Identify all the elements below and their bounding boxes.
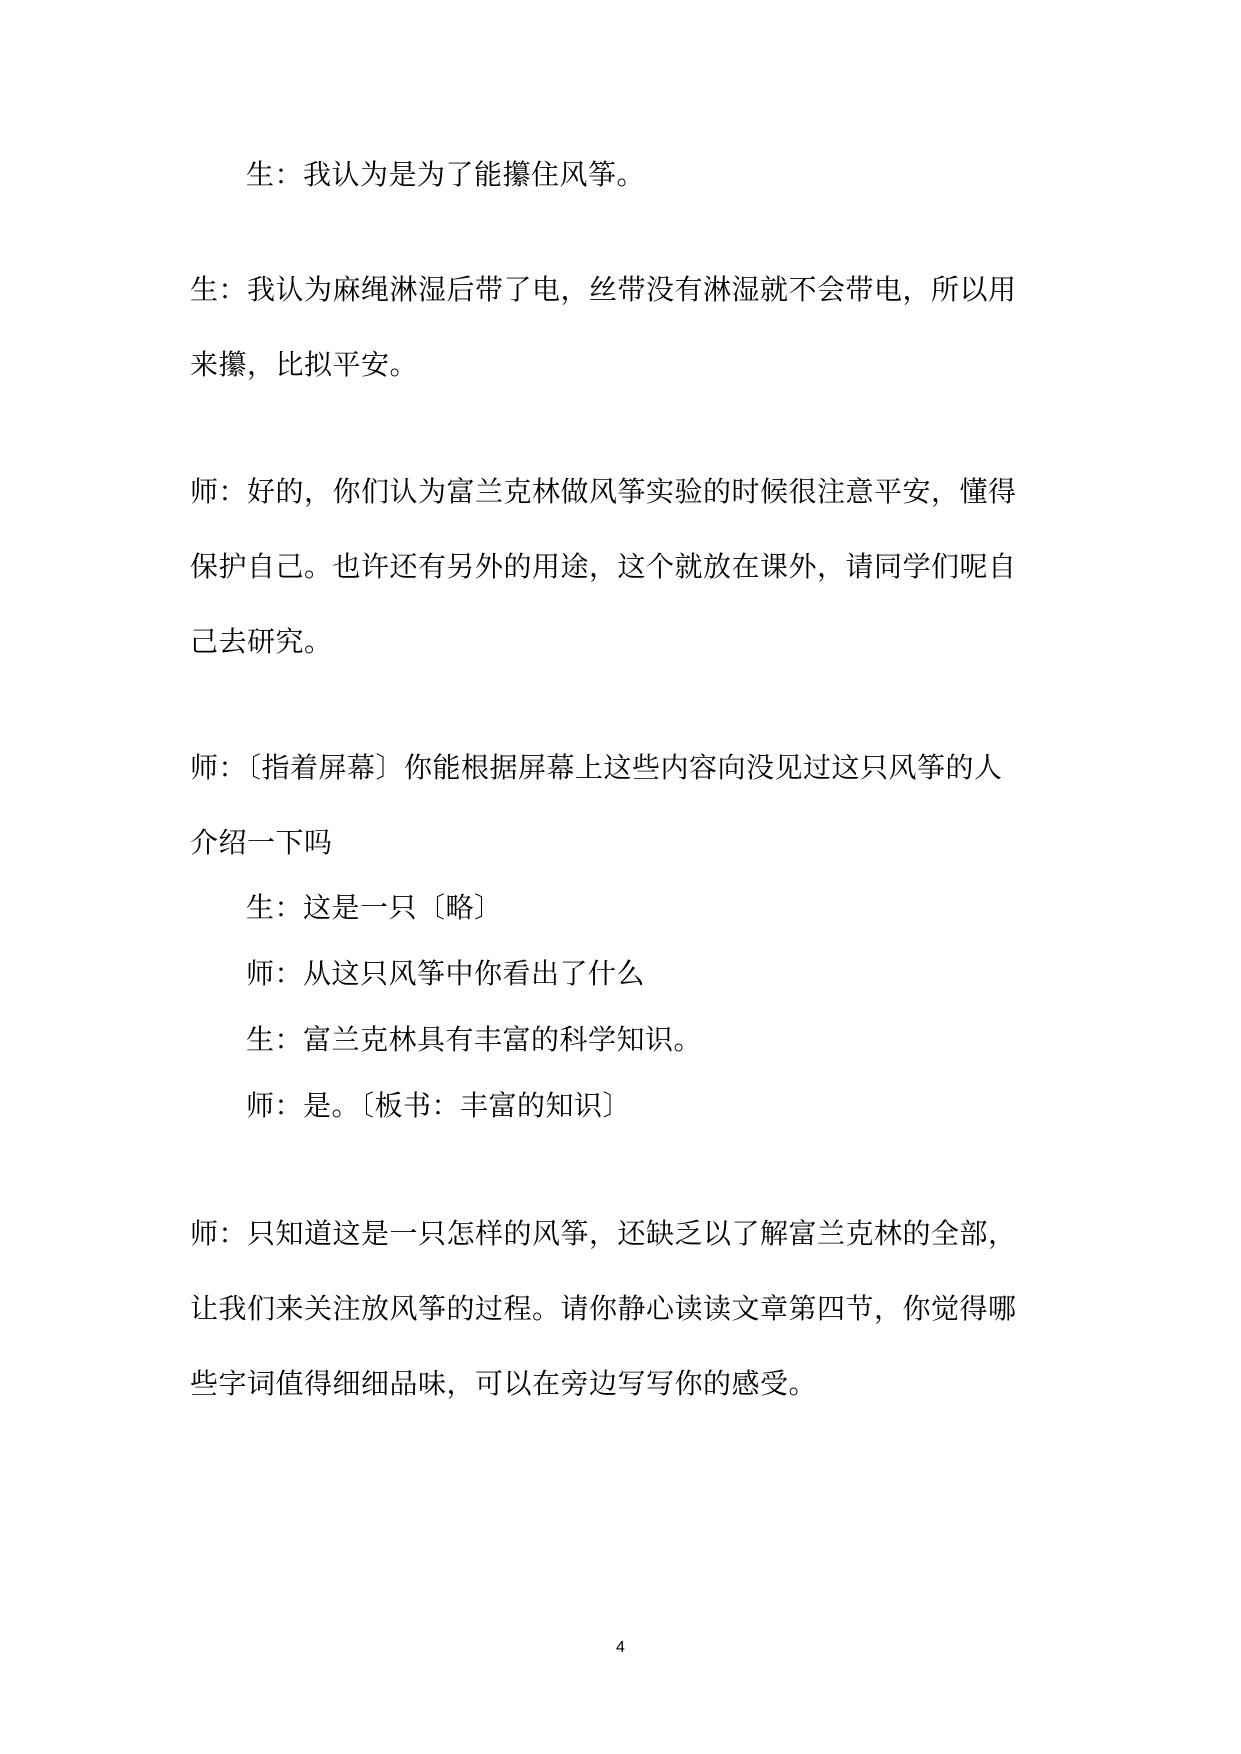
paragraph-line: 些字词值得细细品味，可以在旁边写写你的感受。 <box>190 1367 818 1400</box>
paragraph-line: 师：〔指着屏幕〕你能根据屏幕上这些内容向没见过这只风筝的人 <box>190 751 1003 784</box>
paragraph-line: 让我们来关注放风筝的过程。请你静心读读文章第四节，你觉得哪 <box>190 1292 1017 1325</box>
paragraph-line: 介绍一下吗 <box>190 826 333 859</box>
paragraph-line: 师：是。〔板书：丰富的知识〕 <box>246 1089 632 1122</box>
paragraph-line: 己去研究。 <box>190 625 333 658</box>
paragraph-line: 师：只知道这是一只怎样的风筝，还缺乏以了解富兰克林的全部， <box>190 1217 1017 1250</box>
paragraph-line: 来攥，比拟平安。 <box>190 348 419 381</box>
paragraph-line: 生：这是一只〔略〕 <box>246 891 503 924</box>
paragraph-line: 生：我认为是为了能攥住风筝。 <box>246 158 646 191</box>
paragraph-line: 保护自己。也许还有另外的用途，这个就放在课外，请同学们呢自 <box>190 550 1017 583</box>
paragraph-line: 师：从这只风筝中你看出了什么 <box>246 957 646 990</box>
paragraph-line: 生：我认为麻绳淋湿后带了电，丝带没有淋湿就不会带电，所以用 <box>190 273 1017 306</box>
paragraph-line: 师：好的，你们认为富兰克林做风筝实验的时候很注意平安，懂得 <box>190 475 1017 508</box>
paragraph-line: 生：富兰克林具有丰富的科学知识。 <box>246 1023 703 1056</box>
page-number: 4 <box>616 1639 625 1656</box>
